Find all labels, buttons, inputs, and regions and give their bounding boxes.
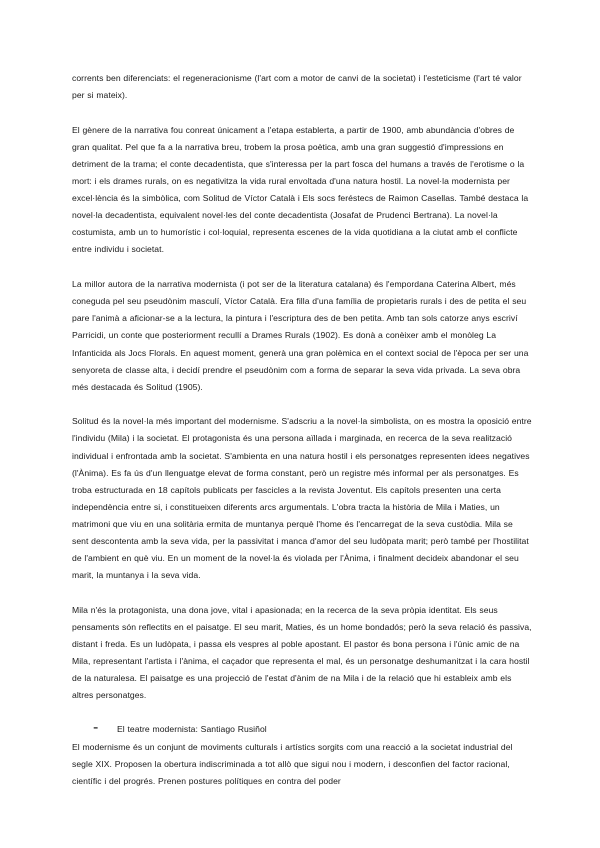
paragraph-narrative-genre: El gènere de la narrativa fou conreat únicament a l'etapa establerta, a partir de 1900, amb abundància d'obres de gran qualitat. Pel que fa a la narrativa breu, trobem la prosa poètica, amb una gran suggestió d'impressions en detriment de la trama; el conte decadentista, que s'interessa per la part fosca del humans a través de l'erotisme o la mort: i els drames rurals, on es negativitza la vida rural envoltada d'una natura hostil. La novel·la modernista per excel·lència és la simbòlica, com Solitud de Víctor Català i Els socs feréstecs de Raimon Casellas. També destaca la novel·la decadentista, equivalent novel·les del conte decadentista (Josafat de Prudenci Bertrana). La novel·la costumista, amb un to humorístic i col·loquial, representa escenes de la vida quotidiana a la ciutat amb el conflicte entre individu i societat.: [72, 124, 529, 255]
paragraph-modernism: El modernisme és un conjunt de moviments culturals i artístics sorgits com una reacció a la societat industrial del segle XIX. Proposen la obertura indiscriminada a tot allò que sigui nou i modern, i desconfien del factor racional, científic i del progrés. Prenen postures polítiques en contra del poder: [72, 741, 513, 786]
bullet-theatre-heading: [93, 719, 532, 738]
paragraph-victor-catala: La millor autora de la narrativa modernista (i pot ser de la literatura catalana) és l'empordana Caterina Albert, més coneguda pel seu pseudònim masculí, Víctor Català. Era filla d'una família de propietaris rurals i des de petita el seu pare l'animà a aficionar-se a la lectura, la pintura i l'escriptura des de ben petita. Amb tan sols catorze anys escriví Parricidi, un conte que posteriorment recullí a Drames Rurals (1902). Es donà a conèixer amb el monòleg La Infanticida als Jocs Florals. En aquest moment, generà una gran polèmica en el context social de l'època per ser una senyoreta de classe alta, i decidí prendre el pseudònim com a forma de separar la seva vida privada. La seva obra més destacada és Solitud (1905).: [72, 279, 529, 392]
bullet-dash: -: [93, 719, 99, 737]
document-body: [72, 70, 532, 790]
paragraph-intro-continuation: corrents ben diferenciats: el regeneracionisme (l'art com a motor de canvi de la societat) i l'esteticisme (l'art té valor per si mateix).: [72, 73, 522, 101]
paragraph-solitud: Solitud és la novel·la més important del modernisme. S'adscriu a la novel·la simbolista, on es mostra la oposició entre l'individu (Mila) i la societat. El protagonista és una persona aïllada i marginada, en recerca de la seva realització individual i enfrontada amb la societat. S'ambienta en una natura hostil i els personatges representen idees negatives (l'Ànima). Es fa ús d'un llenguatge elevat de forma constant, però un registre més informal per als personatges. Es troba estructurada en 18 capítols publicats per fascicles a la revista Joventut. Els capítols presenten una certa independència entre si, i constitueixen diferents arcs argumentals. L'obra tracta la història de Mila i Maties, un matrimoni que viu en una solitària ermita de muntanya perquè l'home és l'encarregat de la seva custòdia. Mila se sent descontenta amb la seva vida, per la passivitat i manca d'amor del seu ludòpata marit; però també per l'hostilitat de l'ambient en què viu. En un moment de la novel·la és violada per l'Ànima, i finalment decideix abandonar el seu marit, la muntanya i la seva vida.: [72, 416, 532, 581]
bullet-heading-text: El teatre modernista: Santiago Rusiñol: [117, 724, 267, 735]
paragraph-characters: Mila n'és la protagonista, una dona jove, vital i apasionada; en la recerca de la seva pròpia identitat. Els seus pensaments són reflectits en el paisatge. El seu marit, Maties, és un home bondadós; però la seva relació és passiva, distant i freda. Es un ludòpata, i passa els vespres al poble apostant. El pastor és bona persona i l'únic amic de na Mila, representant l'artista i l'ànima, el caçador que representa el mal, és un personatge deshumanitzat i la cara hostil de la naturalesa. El paisatge es una projecció de l'estat d'ànim de na Mila i de la relació que hi estableix amb els altres personatges.: [72, 604, 532, 701]
